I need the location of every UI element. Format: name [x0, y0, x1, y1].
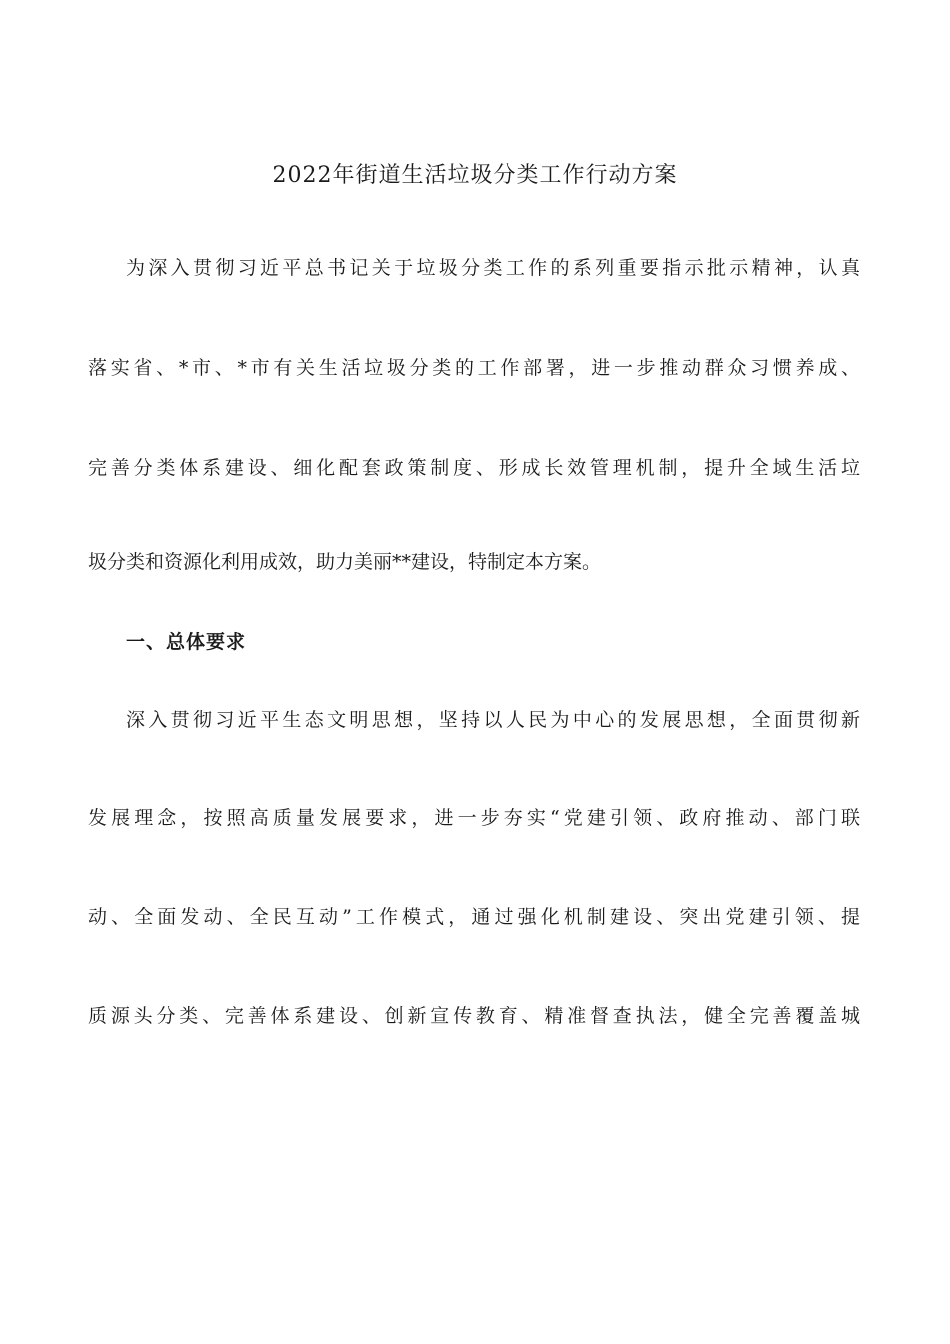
intro-line-2: 落实省、*市、*市有关生活垃圾分类的工作部署，进一步推动群众习惯养成、	[88, 357, 860, 379]
intro-line-4: 圾分类和资源化利用成效，助力美丽**建设，特制定本方案。	[88, 551, 602, 573]
intro-line-3: 完善分类体系建设、细化配套政策制度、形成长效管理机制，提升全域生活垃	[88, 457, 860, 479]
section1-line-2: 发展理念，按照高质量发展要求，进一步夯实“党建引领、政府推动、部门联	[88, 807, 860, 829]
intro-line-1: 为深入贯彻习近平总书记关于垃圾分类工作的系列重要指示批示精神，认真	[126, 257, 860, 279]
document-title: 2022年街道生活垃圾分类工作行动方案	[272, 163, 678, 188]
section1-line-4: 质源头分类、完善体系建设、创新宣传教育、精准督查执法，健全完善覆盖城	[88, 1005, 860, 1027]
section1-line-3: 动、全面发动、全民互动”工作模式，通过强化机制建设、突出党建引领、提	[88, 906, 860, 928]
section1-line-1: 深入贯彻习近平生态文明思想，坚持以人民为中心的发展思想，全面贯彻新	[126, 709, 860, 731]
section-heading-general-requirements: 一、总体要求	[126, 631, 247, 653]
